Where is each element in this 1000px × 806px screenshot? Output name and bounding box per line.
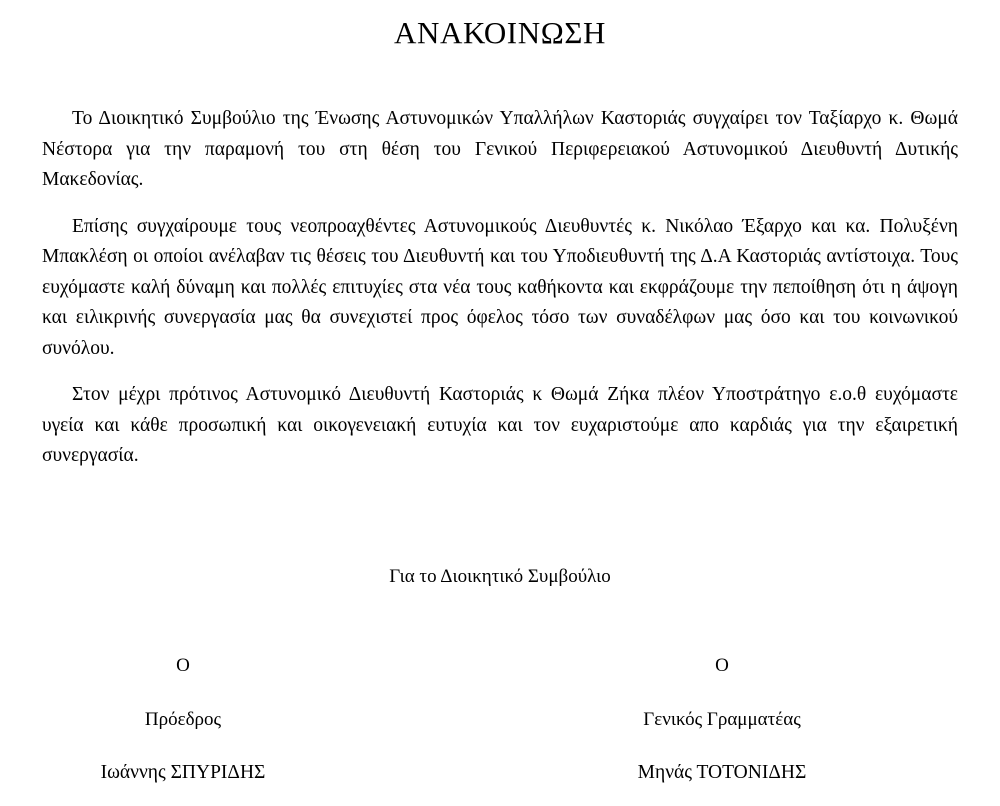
general-secretary-role: Γενικός Γραμματέας — [643, 708, 801, 730]
president-name: Ιωάννης ΣΠΥΡΙΔΗΣ — [100, 761, 266, 783]
signature-block-president — [18, 655, 348, 784]
document-body — [42, 104, 958, 472]
president-role: Πρόεδρος — [144, 708, 222, 730]
president-article: Ο — [176, 655, 190, 676]
paragraph-1: Το Διοικητικό Συμβούλιο της Ένωσης Αστυνομικών Υπαλλήλων Καστοριάς συγχαίρει τον Ταξίαρχο κ. Θωμά Νέστορα για την παραμονή του στη θέση του Γενικού Περιφερειακού Αστυνομικού Διευθυντή Δυτικής Μακεδονίας. — [42, 108, 958, 190]
paragraph-2: Επίσης συγχαίρουμε τους νεοπροαχθέντες Αστυνομικούς Διευθυντές κ. Νικόλαο Έξαρχο και κα. Πολυξένη Μπακλέση οι οποίοι ανέλαβαν τις θέσεις του Διευθυντή και του Υποδιευθυντή της Δ.Α Καστοριάς αντίστοιχα. Τους ευχόμαστε καλή δύναμη και πολλές επιτυχίες στα νέα τους καθήκοντα και εκφράζουμε την πεποίθηση ότι η άψογη και ειλικρινής συνεργασία μας θα συνεχιστεί προς όφελος τόσο των συναδέλφων μας όσο και του κοινωνικού συνόλου. — [42, 215, 958, 359]
page-title: ΑΝΑΚΟΙΝΩΣΗ — [394, 15, 606, 50]
general-secretary-article: Ο — [715, 655, 729, 676]
closing-statement: Για το Διοικητικό Συμβούλιο — [389, 566, 611, 587]
signature-block-general-secretary — [557, 655, 887, 784]
general-secretary-name: Μηνάς ΤΟΤΟΝΙΔΗΣ — [637, 761, 807, 783]
paragraph-3: Στον μέχρι πρότινος Αστυνομικό Διευθυντή Καστοριάς κ Θωμά Ζήκα πλέον Υποστράτηγο ε.ο.θ ευχόμαστε υγεία και κάθε προσωπική και οικογενειακή ευτυχία και τον ευχαριστούμε απο καρδιάς για την εξαιρετική συνεργασία. — [42, 384, 958, 466]
signature-area — [0, 655, 1000, 784]
